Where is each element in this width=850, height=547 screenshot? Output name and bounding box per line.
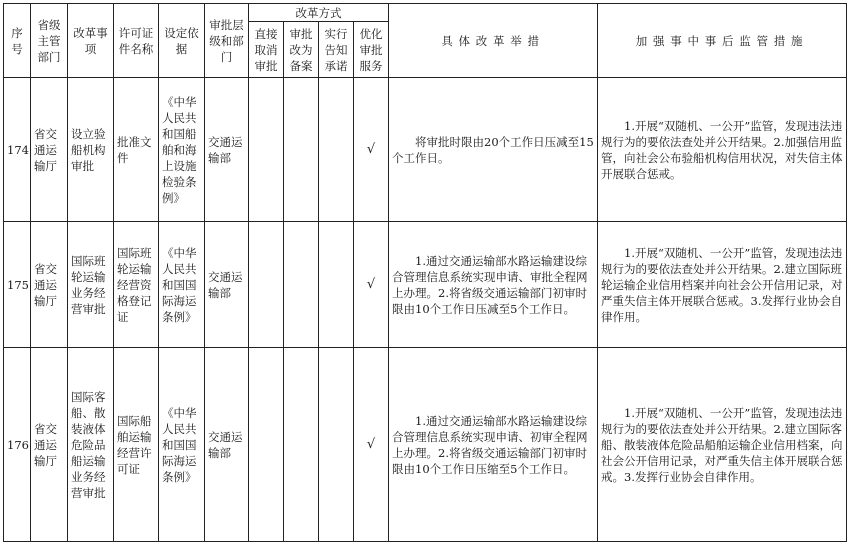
table-row (4, 348, 847, 542)
header-level: 审批层级和部门 (205, 4, 249, 78)
reform-table (3, 3, 847, 542)
cell-supervision: 1.开展“双随机、一公开”监管，发现违法违规行为的要依法查处并公开结果。2.建立国际客船、散装液体危险品船舶运输企业信用档案，向社会公开信用记录，对严重失信主体开展联合惩戒。3.发挥行业协会自律作用。 (598, 348, 847, 542)
table-row (4, 222, 847, 348)
cell-license: 国际船舶运输经营许可证 (114, 348, 159, 542)
cell-item: 设立验船机构审批 (68, 78, 114, 222)
cell-mode-promise (319, 348, 354, 542)
cell-basis: 《中华人民共和国船舶和海上设施检验条例》 (159, 78, 205, 222)
header-mode-group: 改革方式 (249, 4, 389, 22)
cell-seq: 175 (4, 222, 31, 348)
cell-mode-optimize: √ (354, 222, 389, 348)
cell-item: 国际班轮运输业务经营审批 (68, 222, 114, 348)
cell-mode-optimize: √ (354, 348, 389, 542)
cell-seq: 176 (4, 348, 31, 542)
cell-measures: 将审批时限由20个工作日压减至15个工作日。 (389, 78, 598, 222)
cell-dept: 省交通运输厅 (31, 348, 68, 542)
header-basis: 设定依据 (159, 4, 205, 78)
header-dept: 省级主管部门 (31, 4, 68, 78)
cell-level: 交通运输部 (205, 348, 249, 542)
header-license: 许可证件名称 (114, 4, 159, 78)
cell-mode-promise (319, 222, 354, 348)
header-item: 改革事项 (68, 4, 114, 78)
header-seq: 序号 (4, 4, 31, 78)
header-measures: 具体改革举措 (389, 4, 598, 78)
cell-mode-cancel (249, 78, 284, 222)
cell-item: 国际客船、散装液体危险品船运输业务经营审批 (68, 348, 114, 542)
cell-level: 交通运输部 (205, 78, 249, 222)
cell-basis: 《中华人民共和国国际海运条例》 (159, 222, 205, 348)
cell-mode-cancel (249, 348, 284, 542)
cell-dept: 省交通运输厅 (31, 222, 68, 348)
header-mode-optimize: 优化审批服务 (354, 22, 389, 78)
header-mode-cancel: 直接取消审批 (249, 22, 284, 78)
cell-mode-record (284, 78, 319, 222)
cell-license: 国际班轮运输经营资格登记证 (114, 222, 159, 348)
cell-mode-record (284, 222, 319, 348)
cell-measures: 1.通过交通运输部水路运输建设综合管理信息系统实现申请、审批全程网上办理。2.将省级交通运输部门初审时限由10个工作日压减至5个工作日。 (389, 222, 598, 348)
cell-mode-promise (319, 78, 354, 222)
cell-level: 交通运输部 (205, 222, 249, 348)
cell-supervision: 1.开展“双随机、一公开”监管，发现违法违规行为的要依法查处并公开结果。2.加强信用监管，向社会公布验船机构信用状况，对失信主体开展联合惩戒。 (598, 78, 847, 222)
cell-measures: 1.通过交通运输部水路运输建设综合管理信息系统实现申请、初审全程网上办理。2.将省级交通运输部门初审时限由10个工作日压缩至5个工作日。 (389, 348, 598, 542)
table-row (4, 78, 847, 222)
cell-mode-cancel (249, 222, 284, 348)
header-supervision: 加强事中事后监管措施 (598, 4, 847, 78)
cell-seq: 174 (4, 78, 31, 222)
cell-supervision: 1.开展“双随机、一公开”监管，发现违法违规行为的要依法查处并公开结果。2.建立国际班轮运输企业信用档案并向社会公开信用记录，对严重失信主体开展联合惩戒。3.发挥行业协会自律作用。 (598, 222, 847, 348)
header-mode-promise: 实行告知承诺 (319, 22, 354, 78)
cell-mode-optimize: √ (354, 78, 389, 222)
cell-basis: 《中华人民共和国国际海运条例》 (159, 348, 205, 542)
header-mode-record: 审批改为备案 (284, 22, 319, 78)
cell-license: 批准文件 (114, 78, 159, 222)
cell-mode-record (284, 348, 319, 542)
cell-dept: 省交通运输厅 (31, 78, 68, 222)
